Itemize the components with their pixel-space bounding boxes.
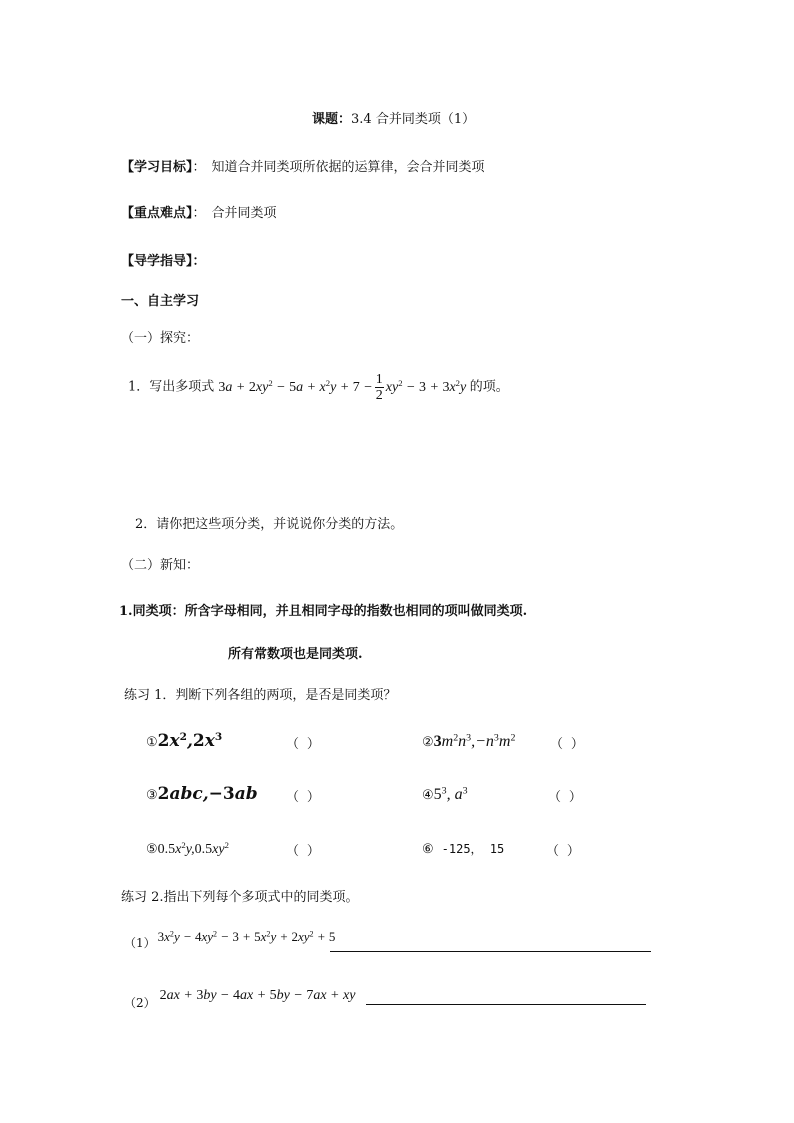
polynomial-item-2 bbox=[124, 984, 356, 1010]
answer-line-1[interactable] bbox=[330, 951, 651, 952]
item-1-number: ① bbox=[146, 735, 158, 750]
item-3-number: ③ bbox=[146, 788, 158, 803]
item-6 bbox=[422, 840, 504, 857]
exercise-1-heading: 练习 1．判断下列各组的两项，是否是同类项？ bbox=[124, 688, 397, 703]
new-knowledge-heading: （二）新知： bbox=[121, 558, 200, 573]
item-4 bbox=[422, 784, 468, 804]
guide-label: 【导学指导】 bbox=[121, 254, 193, 269]
section-heading: 一、自主学习 bbox=[121, 294, 200, 309]
title-label: 课题： bbox=[312, 112, 352, 127]
item-6-number: ⑥ bbox=[422, 842, 434, 857]
question-1 bbox=[128, 372, 509, 403]
answer-line-2[interactable] bbox=[366, 1004, 646, 1005]
item-2-answer[interactable]: （ ） bbox=[550, 737, 584, 752]
item-4-expression: $5^3$, $a^3$ bbox=[433, 785, 468, 803]
key-points bbox=[121, 202, 277, 221]
goal-text: 知道合并同类项所依据的运算律，会合并同类项 bbox=[211, 160, 485, 175]
q1-suffix: 的项。 bbox=[469, 379, 509, 395]
item-1 bbox=[146, 731, 222, 751]
item-2 bbox=[422, 731, 515, 751]
learning-goal bbox=[121, 156, 485, 175]
definition-2: 所有常数项也是同类项. bbox=[228, 647, 363, 662]
item-2-expression: $3m^2n^3,-n^3m^2$ bbox=[433, 732, 516, 750]
polynomial-1: $3a + 2xy^2 - 5a + x^2y + 7$ − $\frac{1}{2}$ $xy^2 - 3 + 3x^2y$ bbox=[218, 372, 470, 403]
poly-2-number: （2） bbox=[124, 996, 156, 1010]
item-5-number: ⑤ bbox=[146, 842, 158, 857]
definition: 1.同类项：所含字母相同，并且相同字母的指数也相同的项叫做同类项. bbox=[119, 604, 528, 619]
item-5-expression: $0.5x^2y,0.5xy^2$ bbox=[157, 840, 229, 857]
poly-1-expression: 3x2y − 4xy2 − 3 + 5x2y + 2xy2 + 5 bbox=[157, 929, 336, 944]
polynomial-item-1 bbox=[124, 929, 336, 951]
q1-prefix: 1．写出多项式 bbox=[128, 379, 215, 395]
item-2-number: ② bbox=[422, 735, 434, 750]
item-1-expression: $2x^2,2x^3$ bbox=[157, 731, 223, 751]
question-2: 2．请你把这些项分类，并说说你分类的方法。 bbox=[135, 517, 404, 532]
goal-label: 【学习目标】 bbox=[121, 160, 193, 175]
goal-sep: ： bbox=[192, 160, 206, 175]
item-6-expression: -125， 15 bbox=[441, 842, 505, 856]
item-5-answer[interactable]: （ ） bbox=[286, 844, 320, 859]
key-label: 【重点难点】 bbox=[121, 206, 193, 221]
item-3-answer[interactable]: （ ） bbox=[286, 790, 320, 805]
poly-1-number: （1） bbox=[124, 936, 156, 950]
poly-2-expression: 2ax + 3by − 4ax + 5by − 7ax + xy bbox=[159, 988, 356, 1003]
item-4-number: ④ bbox=[422, 788, 434, 803]
guide-sep: ： bbox=[192, 254, 206, 269]
guide-heading bbox=[121, 250, 206, 269]
item-4-answer[interactable]: （ ） bbox=[548, 790, 582, 805]
exercise-2-heading: 练习 2.指出下列每个多项式中的同类项。 bbox=[121, 890, 359, 905]
key-text: 合并同类项 bbox=[211, 206, 277, 221]
item-6-answer[interactable]: （ ） bbox=[546, 844, 580, 859]
page-title bbox=[312, 108, 475, 127]
item-3-expression: 2abc,−3ab bbox=[157, 784, 258, 804]
item-3 bbox=[146, 784, 258, 804]
title-text: 3.4 合并同类项（1） bbox=[351, 112, 476, 127]
key-sep: ： bbox=[192, 206, 206, 221]
item-1-answer[interactable]: （ ） bbox=[286, 737, 320, 752]
explore-heading: （一）探究： bbox=[121, 331, 200, 346]
item-5 bbox=[146, 838, 229, 858]
